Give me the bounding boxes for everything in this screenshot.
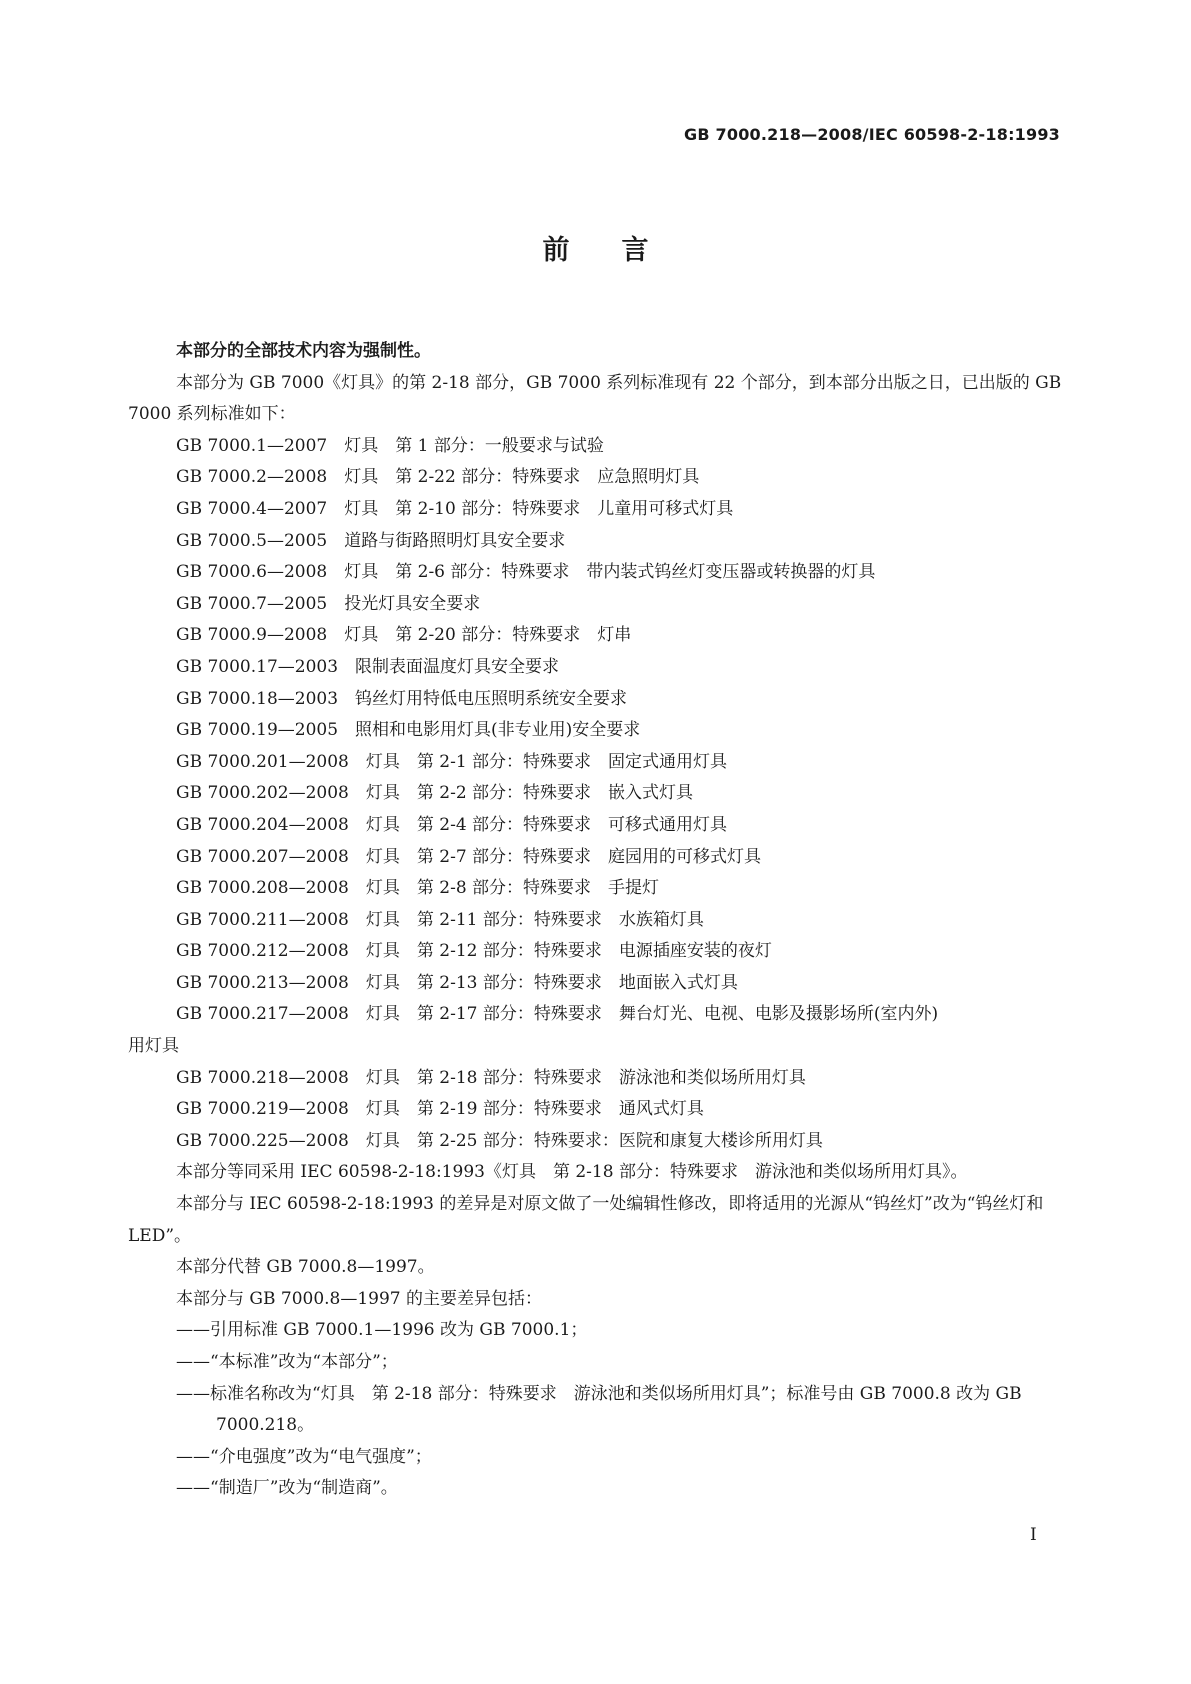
list-item: ——“介电强度”改为“电气强度”； (176, 1446, 432, 1467)
mandatory-statement: 本部分的全部技术内容为强制性。 (176, 341, 431, 361)
standards-list (128, 431, 1065, 1158)
list-item: GB 7000.17—2003 限制表面温度灯具安全要求 (176, 656, 560, 677)
standard-number-header: GB 7000.218—2008/IEC 60598-2-18:1993 (684, 125, 1060, 144)
changes-list (128, 1315, 1065, 1505)
list-item: GB 7000.204—2008 灯具 第 2-4 部分：特殊要求 可移式通用灯具 (176, 814, 728, 835)
list-item: GB 7000.202—2008 灯具 第 2-2 部分：特殊要求 嵌入式灯具 (176, 783, 694, 804)
list-item: GB 7000.9—2008 灯具 第 2-20 部分：特殊要求 灯串 (176, 625, 632, 646)
foreword-body (128, 336, 1065, 1505)
list-item: GB 7000.19—2005 照相和电影用灯具(非专业用)安全要求 (176, 720, 641, 741)
equivalence-paragraph: 本部分等同采用 IEC 60598-2-18:1993《灯具 第 2-18 部分：特殊要求 游泳池和类似场所用灯具》。 (176, 1162, 968, 1183)
series-paragraph: 本部分为 GB 7000《灯具》的第 2-18 部分，GB 7000 系列标准现有 22 个部分，到本部分出版之日，已出版的 GB 7000 系列标准如下： (128, 372, 1062, 425)
list-item: GB 7000.218—2008 灯具 第 2-18 部分：特殊要求 游泳池和类似场所用灯具 (176, 1067, 806, 1088)
list-item: GB 7000.2—2008 灯具 第 2-22 部分：特殊要求 应急照明灯具 (176, 467, 700, 488)
list-item: GB 7000.208—2008 灯具 第 2-8 部分：特殊要求 手提灯 (176, 878, 660, 899)
list-item: ——“制造厂”改为“制造商”。 (176, 1478, 398, 1499)
list-item-continuation: 用灯具 (128, 1036, 179, 1057)
list-item: GB 7000.5—2005 道路与街路照明灯具安全要求 (176, 530, 566, 551)
list-item: ——引用标准 GB 7000.1—1996 改为 GB 7000.1； (176, 1320, 588, 1341)
list-item: GB 7000.6—2008 灯具 第 2-6 部分：特殊要求 带内装式钨丝灯变压器或转换器的灯具 (176, 562, 876, 583)
list-item: GB 7000.18—2003 钨丝灯用特低电压照明系统安全要求 (176, 688, 628, 709)
page-title: 前言 (542, 235, 701, 266)
list-item: GB 7000.217—2008 灯具 第 2-17 部分：特殊要求 舞台灯光、电视、电影及摄影场所(室内外) (176, 1004, 939, 1025)
page-number: I (1030, 1525, 1037, 1545)
list-item: GB 7000.225—2008 灯具 第 2-25 部分：特殊要求：医院和康复大楼诊所用灯具 (176, 1130, 823, 1151)
list-item: GB 7000.4—2007 灯具 第 2-10 部分：特殊要求 儿童用可移式灯具 (176, 498, 734, 519)
list-item: GB 7000.201—2008 灯具 第 2-1 部分：特殊要求 固定式通用灯具 (176, 751, 728, 772)
list-item: GB 7000.1—2007 灯具 第 1 部分：一般要求与试验 (176, 435, 604, 456)
main-differences-paragraph: 本部分与 GB 7000.8—1997 的主要差异包括： (176, 1288, 543, 1309)
list-item: GB 7000.213—2008 灯具 第 2-13 部分：特殊要求 地面嵌入式灯具 (176, 972, 738, 993)
difference-paragraph: 本部分与 IEC 60598-2-18:1993 的差异是对原文做了一处编辑性修改，即将适用的光源从“钨丝灯”改为“钨丝灯和 LED”。 (128, 1194, 1044, 1246)
list-item: ——“本标准”改为“本部分”； (176, 1352, 398, 1372)
list-item: ——标准名称改为“灯具 第 2-18 部分：特殊要求 游泳池和类似场所用灯具”；标准号由 GB 7000.8 改为 GB 7000.218。 (176, 1383, 1022, 1436)
list-item: GB 7000.219—2008 灯具 第 2-19 部分：特殊要求 通风式灯具 (176, 1099, 704, 1120)
list-item: GB 7000.207—2008 灯具 第 2-7 部分：特殊要求 庭园用的可移式灯具 (176, 846, 762, 867)
replacement-paragraph: 本部分代替 GB 7000.8—1997。 (176, 1257, 435, 1278)
list-item: GB 7000.212—2008 灯具 第 2-12 部分：特殊要求 电源插座安装的夜灯 (176, 941, 772, 962)
list-item: GB 7000.211—2008 灯具 第 2-11 部分：特殊要求 水族箱灯具 (176, 909, 704, 930)
list-item: GB 7000.7—2005 投光灯具安全要求 (176, 593, 481, 614)
